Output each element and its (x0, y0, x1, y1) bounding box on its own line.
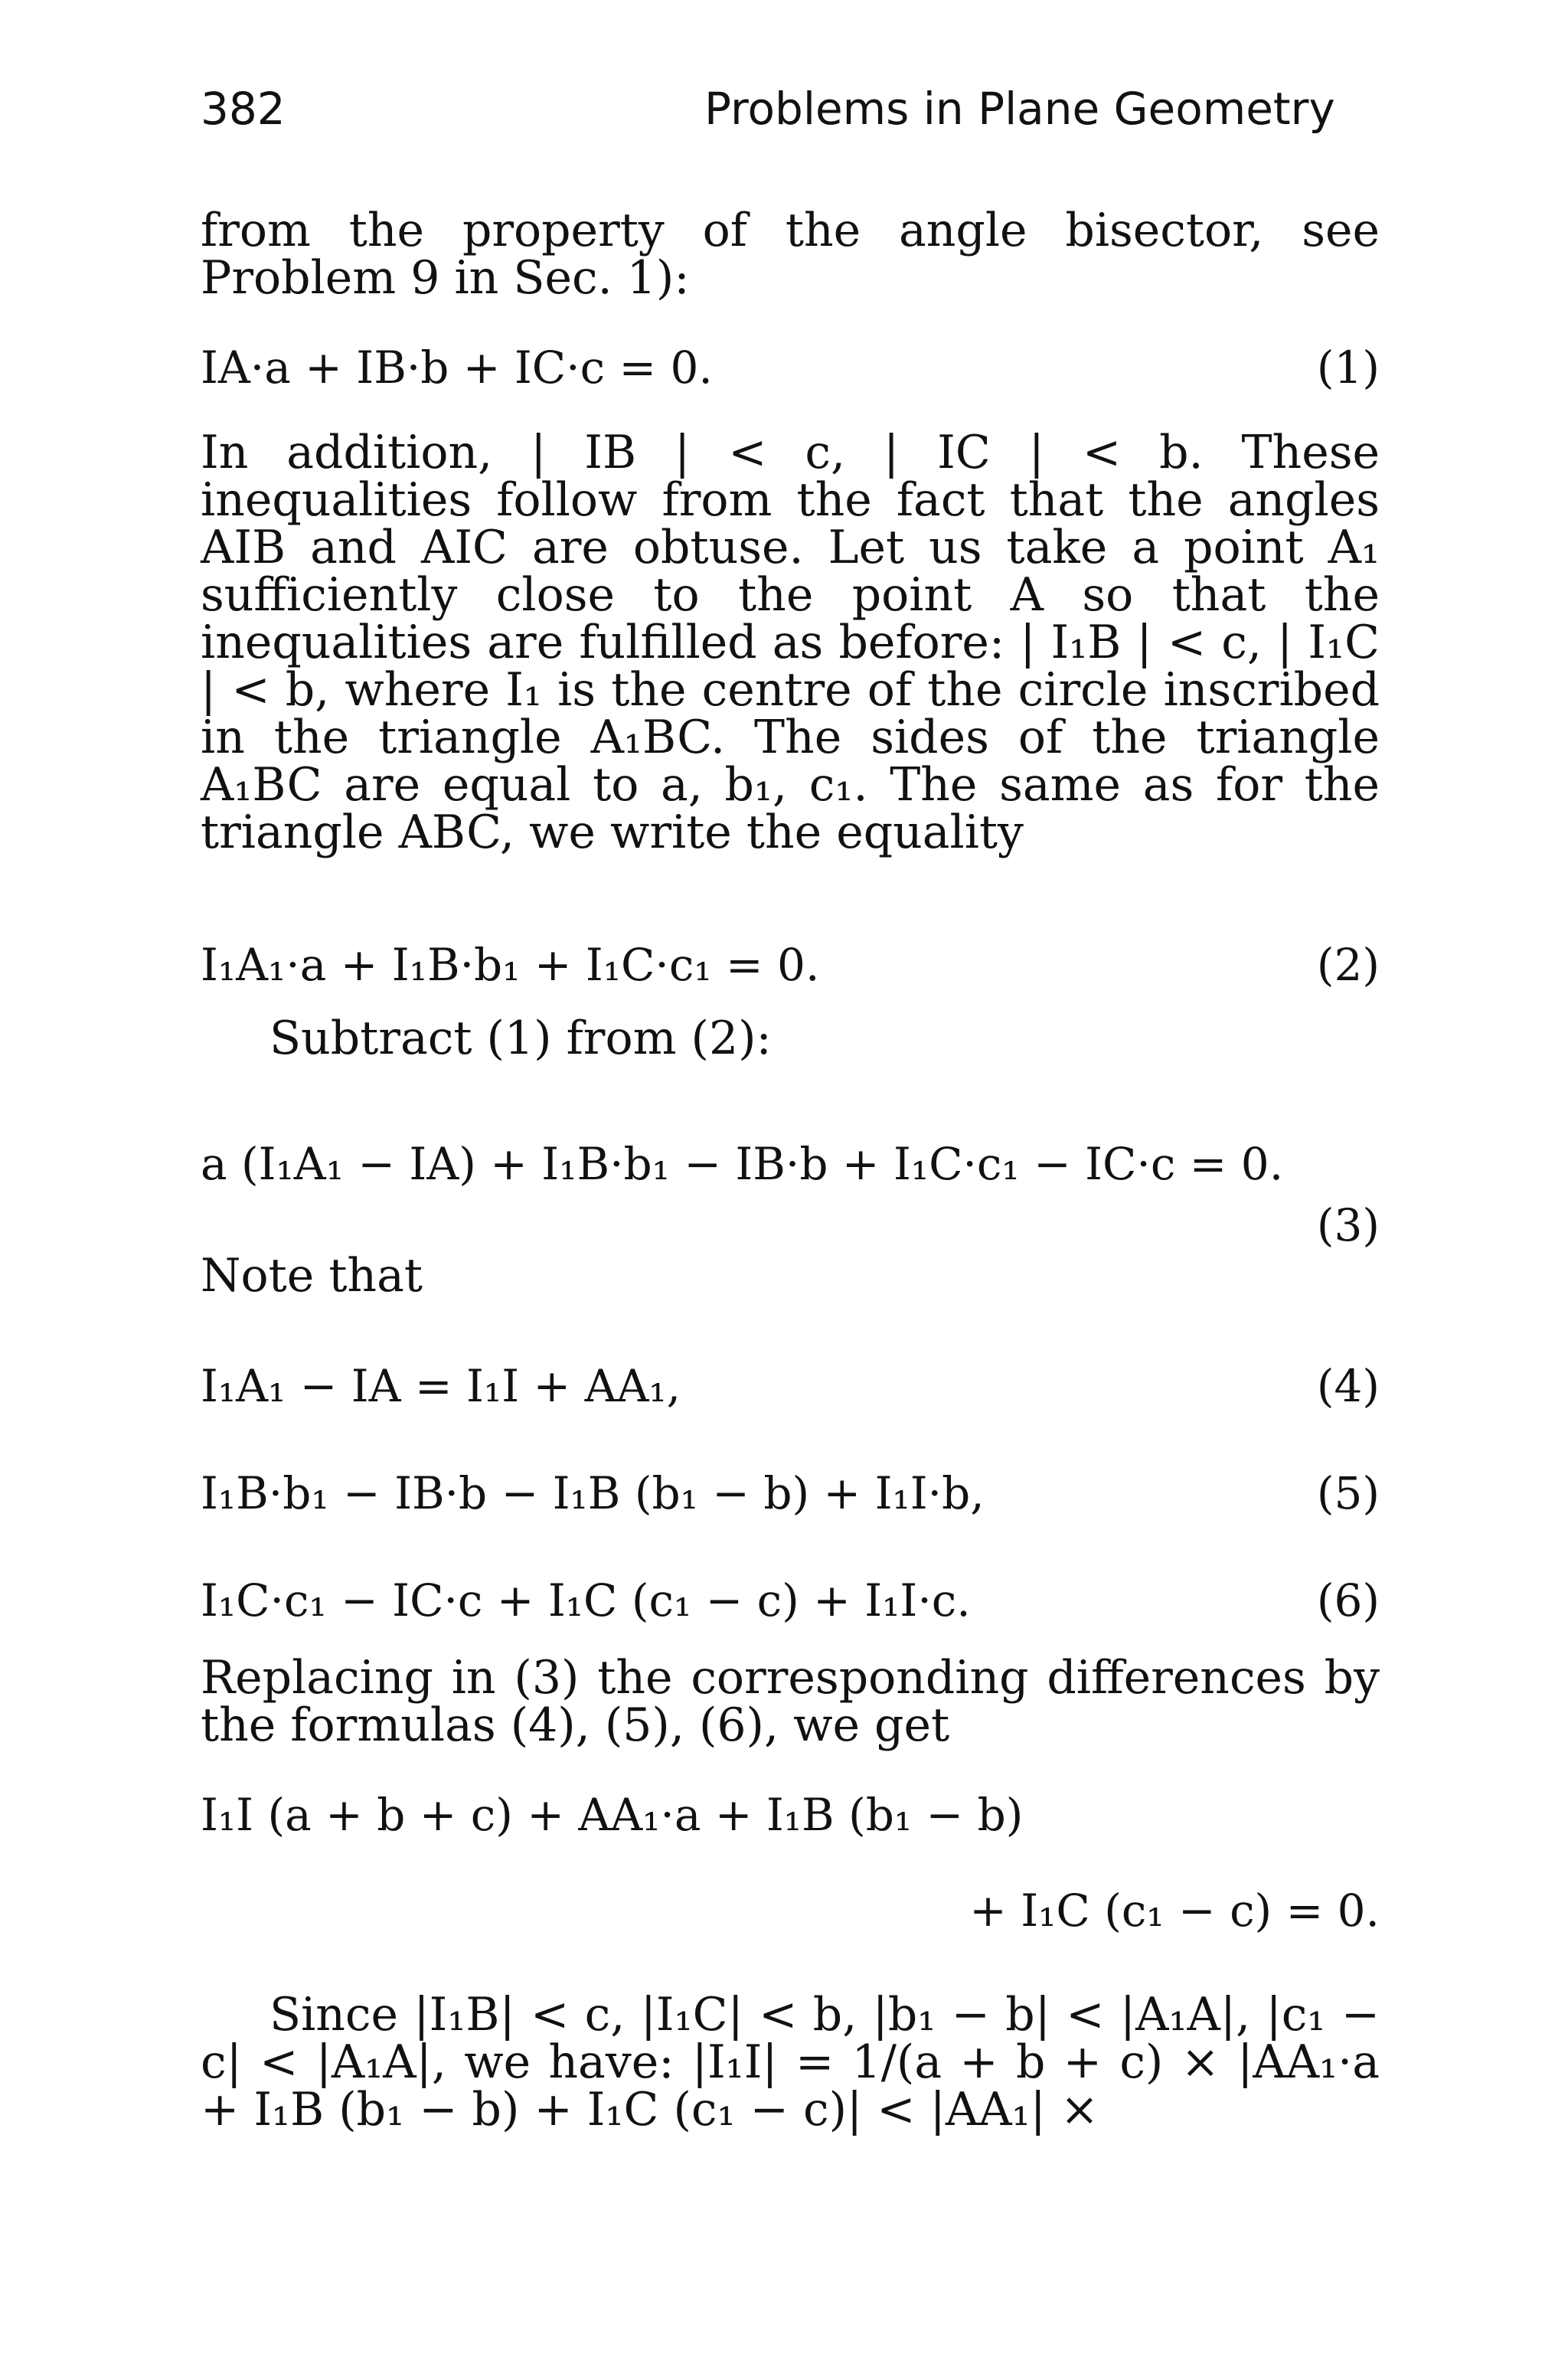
equation-4-label: (4) (1316, 1360, 1380, 1412)
equation-3-text: a (I₁A₁ − IA) + I₁B·b₁ − IB·b + I₁C·c₁ − IC·c = 0. (201, 1138, 1284, 1190)
equation-4-text: I₁A₁ − IA = I₁I + AA₁, (201, 1360, 681, 1412)
equation-5-label: (5) (1316, 1467, 1380, 1519)
equation-7 (201, 1746, 1380, 1937)
equation-3 (201, 1087, 1380, 1251)
equation-2-label: (2) (1316, 939, 1380, 991)
running-header: Problems in Plane Geometry (704, 83, 1335, 135)
equation-1-label: (1) (1316, 342, 1380, 394)
paragraph-4: Note that (201, 1249, 423, 1303)
equation-1-text: IA·a + IB·b + IC·c = 0. (201, 342, 713, 394)
equation-5 (201, 1424, 1380, 1539)
equation-6-text: I₁C·c₁ − IC·c + I₁C (c₁ − c) + I₁I·c. (201, 1574, 971, 1626)
page-number: 382 (201, 83, 286, 135)
equation-2 (201, 896, 1380, 1011)
paragraph-5: Replacing in (3) the corresponding differences by the formulas (4), (5), (6), we get (201, 1651, 1380, 1752)
paragraph-2: In addition, | IB | < c, | IC | < b. These inequalities follow from the fact that the angles AIB and AIC are obtuse. Let us take a point A₁ sufficiently close to the point A so that the inequalities are fulfilled as before: | I₁B | < c, | I₁C | < b, where I₁ is the centre of the circle inscribed in the triangle A₁BC. The sides of the triangle A₁BC are equal to a, b₁, c₁. The same as for the triangle ABC, we write the equality (201, 426, 1380, 859)
equation-3-label: (3) (1316, 1199, 1380, 1251)
equation-7-line-2: + I₁C (c₁ − c) = 0. (969, 1885, 1380, 1937)
equation-2-text: I₁A₁·a + I₁B·b₁ + I₁C·c₁ = 0. (201, 939, 820, 991)
paragraph-1: from the property of the angle bisector, see Problem 9 in Sec. 1): (201, 204, 1380, 305)
equation-6 (201, 1532, 1380, 1646)
equation-6-label: (6) (1316, 1574, 1380, 1626)
equation-7-line-1: I₁I (a + b + c) + AA₁·a + I₁B (b₁ − b) (201, 1789, 1024, 1841)
equation-5-text: I₁B·b₁ − IB·b − I₁B (b₁ − b) + I₁I·b, (201, 1467, 985, 1519)
paragraph-3: Subtract (1) from (2): (270, 1012, 772, 1065)
equation-4 (201, 1317, 1380, 1432)
paragraph-6: Since |I₁B| < c, |I₁C| < b, |b₁ − b| < |A₁A|, |c₁ − c| < |A₁A|, we have: |I₁I| = 1/(a + b + c) × |AA₁·a + I₁B (b₁ − b) + I₁C (c₁ − c)| < |AA₁| × (201, 1988, 1380, 2136)
equation-1 (201, 299, 1380, 414)
